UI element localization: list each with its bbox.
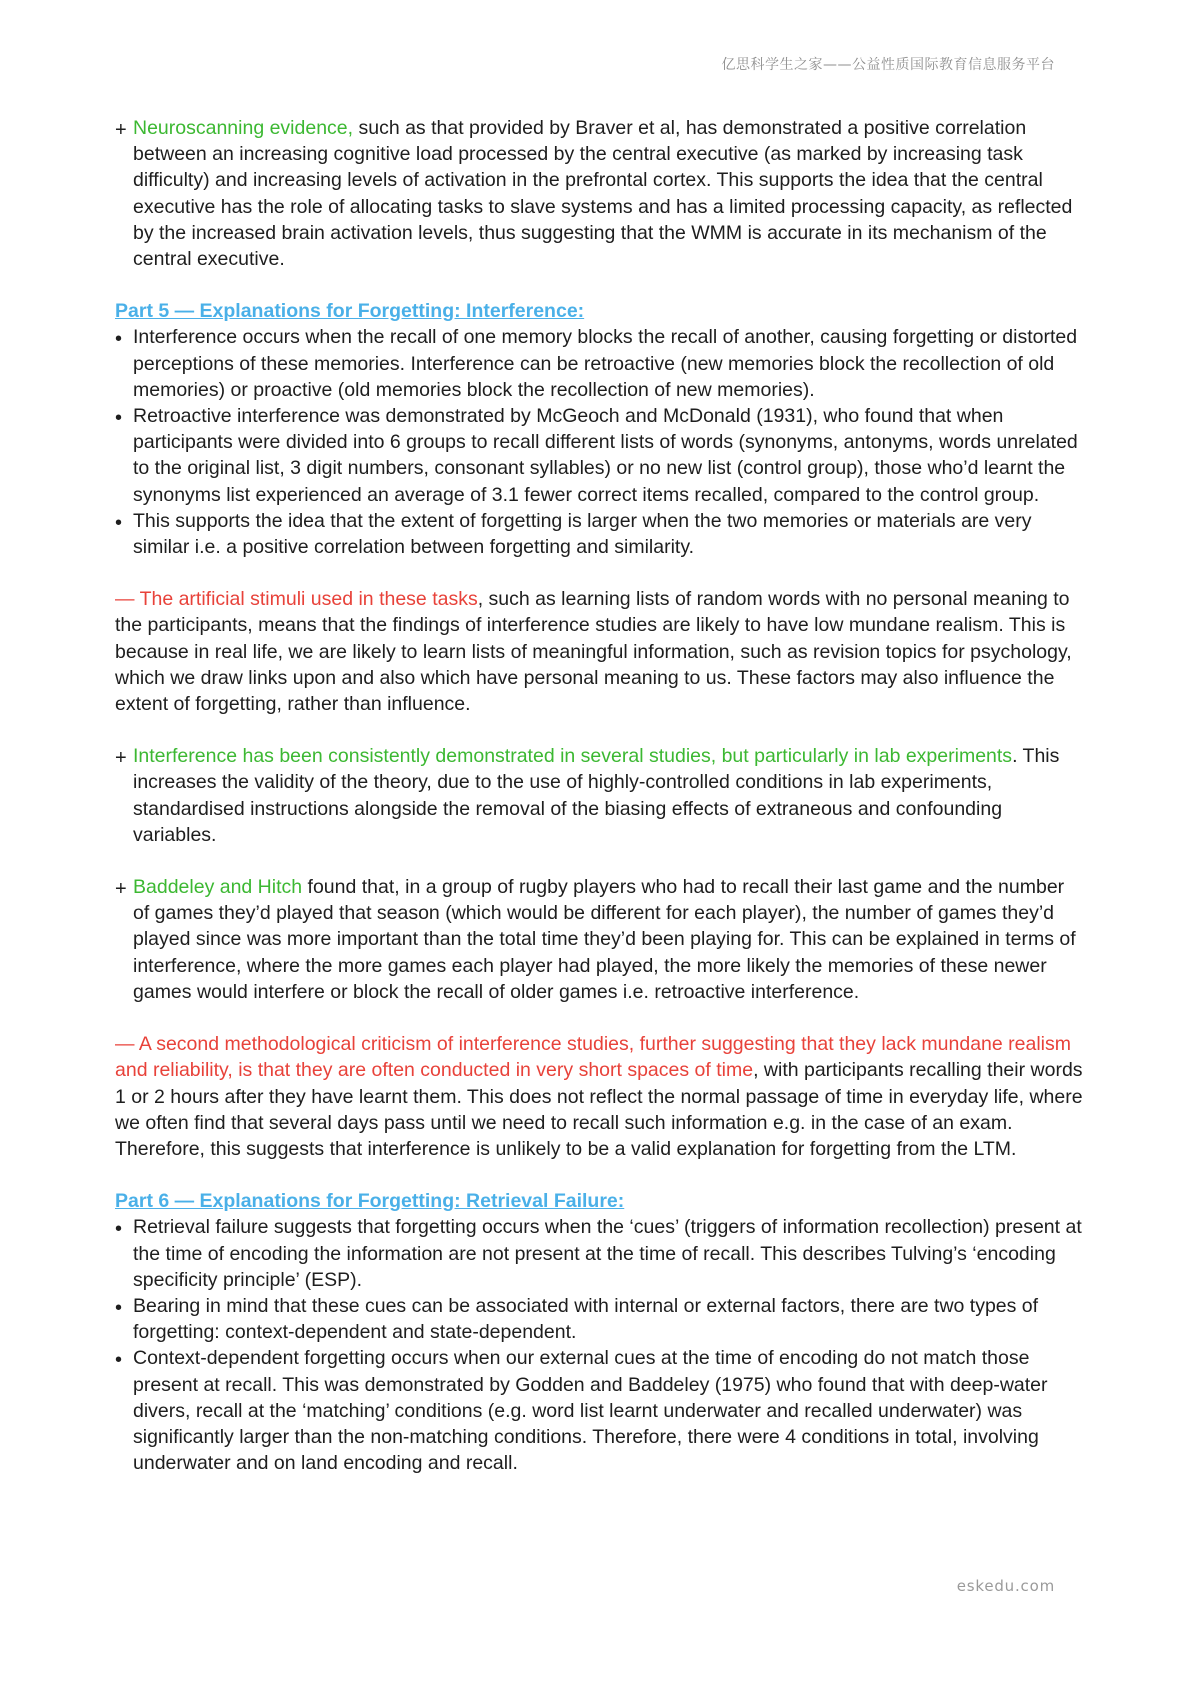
evaluation-point-lab-experiments bbox=[115, 743, 1085, 848]
section-heading-part5 bbox=[115, 298, 1085, 324]
bullet-text: Retrieval failure suggests that forgetting occurs when the ‘cues’ (triggers of information recollection) present at the time of encoding the information are not present at the time of recall. This describes Tulving’s ‘encoding specificity principle’ (ESP). bbox=[133, 1216, 1082, 1291]
bullet-text: This supports the idea that the extent of forgetting is larger when the two memories or materials are very similar i.e. a positive correlation between forgetting and similarity. bbox=[133, 509, 1032, 559]
bullet-marker: • bbox=[115, 511, 123, 534]
bullet-text: Interference occurs when the recall of one memory blocks the recall of another, causing forgetting or distorted perceptions of these memories. Interference can be retroactive (new memories block the recollection of old memories) or proactive (old memories block the recollection of new memories). bbox=[133, 326, 1078, 401]
page-footer: eskedu.com bbox=[956, 1577, 1055, 1595]
highlight-green: Baddeley and Hitch bbox=[133, 876, 303, 899]
evaluation-point-rugby-study bbox=[115, 874, 1085, 1005]
bullet-marker: • bbox=[115, 1296, 123, 1319]
highlight-green: Neuroscanning evidence, bbox=[133, 117, 354, 139]
criticism-short-time-spaces bbox=[115, 1031, 1085, 1162]
paragraph-text: , with participants recalling their words 1 or 2 hours after they have learnt them. This does not reflect the normal passage of time in everyday life, where we often find that several days pass until we need to recall such information e.g. in the case of an exam. Therefore, this suggests that interference is unlikely to be a valid explanation for forgetting from the LTM. bbox=[115, 1059, 1083, 1160]
section-heading-part6 bbox=[115, 1188, 1085, 1214]
bullet-text: Bearing in mind that these cues can be associated with internal or external factors, there are two types of forgetting: context-dependent and state-dependent. bbox=[133, 1294, 1039, 1344]
bullet-item bbox=[115, 508, 1085, 560]
bullet-text: Context-dependent forgetting occurs when our external cues at the time of encoding do not match those present at recall. This was demonstrated by Godden and Baddeley (1975) who found that with deep-water divers, recall at the ‘matching’ conditions (e.g. word list learnt underwater and recalled underwater) was significantly larger than the non-matching conditions. Therefore, there were 4 conditions in total, involving underwater and on land encoding and recall. bbox=[133, 1347, 1048, 1475]
plus-marker: + bbox=[115, 747, 127, 770]
plus-marker: + bbox=[115, 119, 127, 141]
paragraph-text: such as that provided by Braver et al, has demonstrated a positive correlation between an increasing cognitive load processed by the central executive (as marked by increasing task difficulty) and increasing levels of activation in the prefrontal cortex. This supports the idea that the central executive has the role of allocating tasks to slave systems and has a limited processing capacity, as reflected by the increased brain activation levels, thus suggesting that the WMM is accurate in its mechanism of the central executive. bbox=[133, 117, 1073, 271]
paragraph-text: . This increases the validity of the theory, due to the use of highly-controlled conditions in lab experiments, standardised instructions alongside the removal of the biasing effects of extraneous and confounding variables. bbox=[133, 745, 1060, 846]
heading-text: Part 6 — Explanations for Forgetting: Retrieval Failure: bbox=[115, 1190, 625, 1213]
bullet-item bbox=[115, 1293, 1085, 1345]
paragraph-text: , such as learning lists of random words with no personal meaning to the participants, means that the findings of interference studies are likely to have low mundane realism. This is because in real life, we are likely to learn lists of meaningful information, such as revision topics for psychology, which we draw links upon and also which have personal meaning to us. These factors may also influence the extent of forgetting, rather than influence. bbox=[115, 588, 1072, 716]
paragraph-text: found that, in a group of rugby players who had to recall their last game and the number of games they’d played that season (which would be different for each player), the number of games they’d played since was more important than the total time they’d been playing for. This can be explained in terms of interference, where the more games each player had played, the more likely the memories of these newer games would interfere or block the recall of older games i.e. retroactive interference. bbox=[133, 876, 1076, 1003]
document-body bbox=[115, 115, 1085, 1476]
highlight-red: — The artificial stimuli used in these tasks bbox=[115, 588, 478, 611]
page-header: 亿思科学生之家——公益性质国际教育信息服务平台 bbox=[721, 57, 1055, 73]
bullet-text: Retroactive interference was demonstrated by McGeoch and McDonald (1931), who found that when participants were divided into 6 groups to recall different lists of words (synonyms, antonyms, words unrelated to the original list, 3 digit numbers, consonant syllables) or no new list (control group), those who’d learnt the synonyms list experienced an average of 3.1 fewer correct items recalled, compared to the control group. bbox=[133, 405, 1078, 506]
bullet-marker: • bbox=[115, 1349, 123, 1372]
bullet-marker: • bbox=[115, 328, 123, 351]
evaluation-point-neuroscanning bbox=[115, 115, 1085, 272]
bullet-item bbox=[115, 1345, 1085, 1476]
plus-marker: + bbox=[115, 878, 127, 901]
highlight-green: Interference has been consistently demonstrated in several studies, but particularly in lab experiments bbox=[133, 745, 1013, 768]
bullet-marker: • bbox=[115, 407, 123, 430]
bullet-item bbox=[115, 324, 1085, 403]
bullet-marker: • bbox=[115, 1218, 123, 1241]
bullet-item bbox=[115, 1214, 1085, 1293]
heading-text: Part 5 — Explanations for Forgetting: Interference: bbox=[115, 300, 585, 323]
bullet-item bbox=[115, 403, 1085, 508]
highlight-red: — A second methodological criticism of interference studies, further suggesting that they lack mundane realism and reliability, is that they are often conducted in very short spaces of time bbox=[115, 1033, 1071, 1082]
criticism-artificial-stimuli bbox=[115, 586, 1085, 717]
